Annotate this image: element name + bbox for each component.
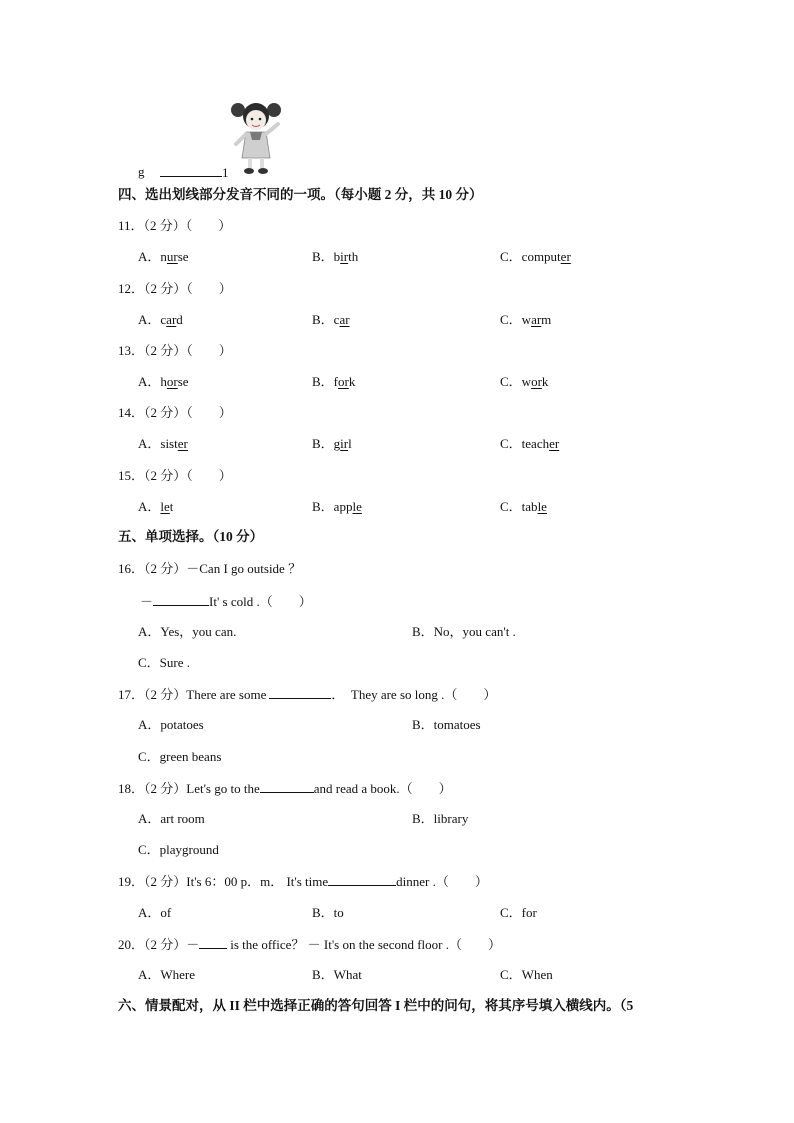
q16-option-c: C．Sure . [138,655,191,670]
q18-option-c: C．playground [138,842,219,857]
question-13-option-a [138,374,189,390]
q18-stem [118,780,452,797]
q16-line2 [140,593,312,610]
word-part: A．c [138,312,167,327]
underlined-letters: or [531,374,542,389]
q17-pre: 17．（2 分）There are some [118,687,267,702]
q16-line2-text: It' s cold .（ ） [209,594,312,609]
word-part: l [348,436,352,451]
word-part: t [169,499,174,514]
underlined-letters: er [177,436,188,451]
q19-post: dinner .（ ） [396,874,488,889]
question-13-stem: 13．（2 分）（ ） [118,343,232,358]
question-14-option-a [138,436,188,452]
blank [153,593,209,606]
blank [260,780,314,793]
q17-post: ． They are so long .（ ） [331,687,497,702]
underlined-letters: ur [166,249,178,264]
word-part: k [348,374,356,389]
word-part: m [541,312,552,327]
underlined-letters: ir [340,249,349,264]
q16-option-b: B．No，you can't . [412,624,516,639]
question-14-option-b [312,436,352,452]
answer-line [160,164,229,181]
q20-option-a: A．Where [138,967,196,982]
word-part: C．w [500,374,532,389]
question-11-option-b [312,249,358,265]
word-part: B．f [312,374,339,389]
section-6-title: 六、情景配对，从 II 栏中选择正确的答句回答 I 栏中的问句，将其序号填入横线内。（5 [118,998,634,1013]
q18-post: and read a book.（ ） [313,781,452,796]
section-5-title: 五、单项选择。（10 分） [118,529,264,544]
blank [269,686,331,699]
underlined-letters: ar [166,312,177,327]
q17-option-a: A．potatoes [138,717,204,732]
word-part: B．b [312,249,341,264]
q17-option-c: C．green beans [138,749,222,764]
word-part: A．n [138,249,167,264]
word-part: B．app [312,499,353,514]
underlined-letters: le [352,499,362,514]
q20-pre: 20．（2 分）－ [118,937,200,952]
q19-option-b: B．to [312,905,344,920]
word-part: C．teach [500,436,550,451]
question-12-option-c [500,312,551,328]
q18-pre: 18．（2 分）Let's go to the [118,781,260,796]
q17-stem [118,686,496,703]
question-14-stem: 14．（2 分）（ ） [118,405,232,420]
blank [199,936,227,949]
word-part: C．w [500,312,532,327]
question-12-option-a [138,312,183,328]
underlined-letters: le [537,499,547,514]
q19-stem [118,873,488,890]
question-12-stem: 12．（2 分）（ ） [118,281,232,296]
underlined-letters: er [560,249,571,264]
number-one: 1 [222,165,229,180]
word-part: A．sist [138,436,178,451]
question-15-option-a [138,499,173,515]
word-part: B．c [312,312,340,327]
question-11-option-c [500,249,571,265]
word-part: d [176,312,183,327]
question-14-option-c [500,436,559,452]
underlined-letters: er [549,436,560,451]
question-13-option-b [312,374,355,390]
underlined-letters: or [166,374,178,389]
question-15-option-b [312,499,362,515]
word-part: A． [138,499,161,514]
word-part: k [541,374,549,389]
q20-post: is the office？ － It's on the second floor .（ ） [230,937,501,952]
blank [160,164,222,177]
blank [328,873,396,886]
q16-stem: 16．（2 分）－Can I go outside ？ [118,561,302,576]
section-4-title: 四、选出划线部分发音不同的一项。（每小题 2 分，共 10 分） [118,187,483,202]
question-15-stem: 15．（2 分）（ ） [118,468,232,483]
q16-option-a: A．Yes，you can. [138,624,237,639]
q19-option-a: A．of [138,905,172,920]
word-part: A．h [138,374,167,389]
q19-option-c: C．for [500,905,537,920]
question-11-option-a [138,249,189,265]
question-11-stem: 11．（2 分）（ ） [118,218,232,233]
q18-option-b: B．library [412,811,469,826]
dash: － [140,594,154,609]
q20-option-c: C．When [500,967,553,982]
letter-g: g [138,164,145,179]
underlined-letters: ar [339,312,350,327]
word-part: se [177,249,189,264]
question-13-option-c [500,374,548,390]
underlined-letters: ir [340,436,349,451]
q19-pre: 19．（2 分）It's 6：00 p．m． It's time [118,874,329,889]
word-part: C．tab [500,499,538,514]
underlined-letters: le [160,499,170,514]
question-15-option-c [500,499,547,515]
question-12-option-b [312,312,350,328]
word-part: th [348,249,359,264]
underlined-letters: ar [531,312,542,327]
word-part: C．comput [500,249,561,264]
q17-option-b: B．tomatoes [412,717,481,732]
q20-stem [118,936,501,953]
word-part: B．g [312,436,341,451]
underlined-letters: or [338,374,349,389]
q18-option-a: A．art room [138,811,205,826]
girl-illustration [228,96,284,176]
word-part: se [177,374,189,389]
q20-option-b: B．What [312,967,362,982]
